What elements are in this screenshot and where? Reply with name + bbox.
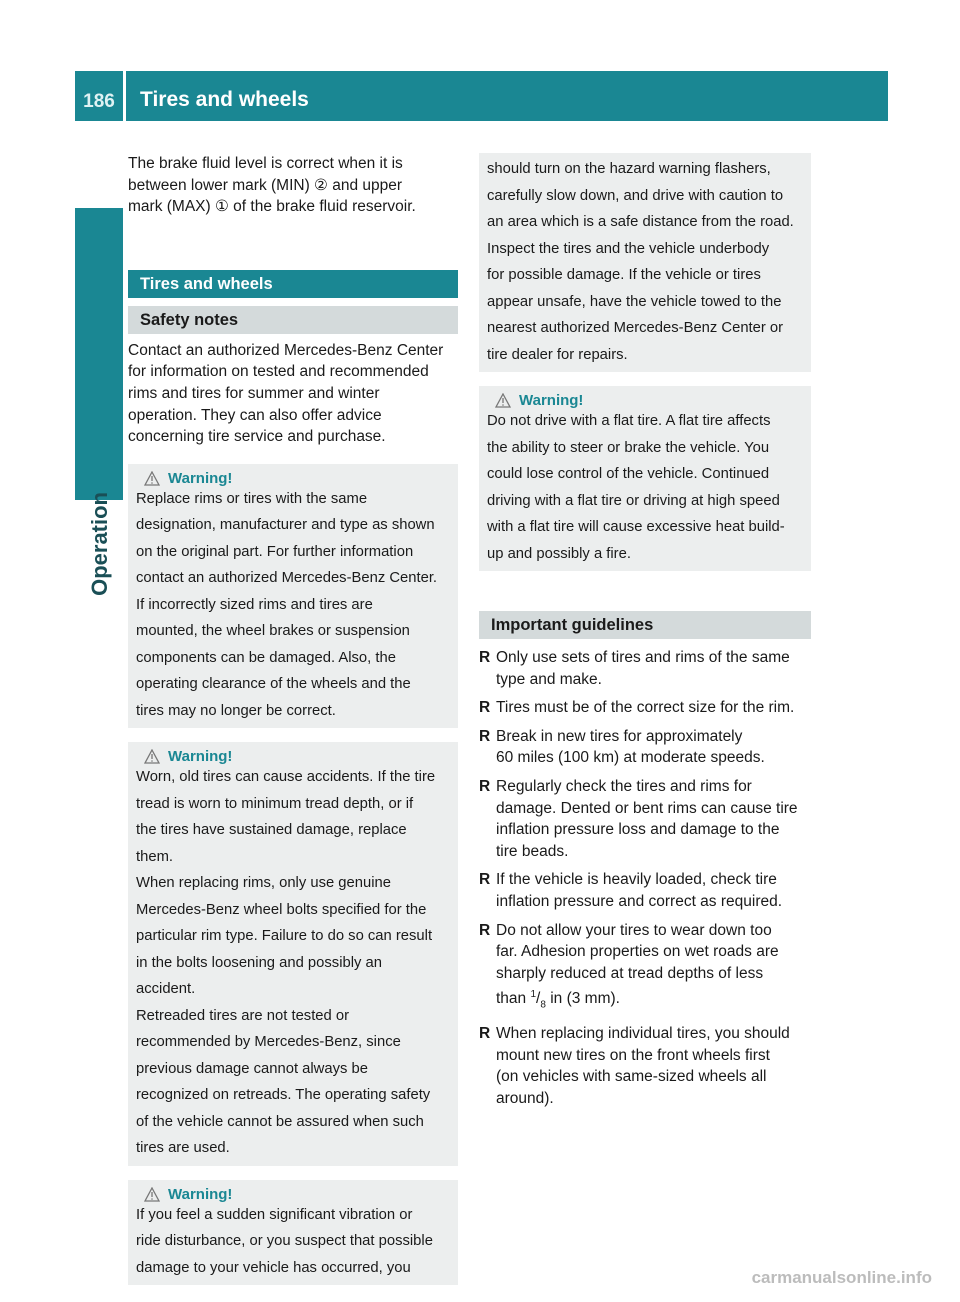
- warning-box-continued: [479, 153, 811, 372]
- text-line: with a flat tire will cause excessive heat build-: [487, 519, 785, 535]
- text-line: sharply reduced at tread depths of less: [496, 964, 764, 982]
- section-title: Tires and wheels: [128, 270, 458, 298]
- text-line: Inspect the tires and the vehicle underbody: [487, 240, 770, 257]
- left-column: [128, 153, 458, 1285]
- text-line: inflation pressure and correct as required.: [496, 892, 783, 910]
- text-line: When replacing individual tires, you should: [496, 1025, 790, 1043]
- fraction-numerator: 1: [530, 989, 537, 1001]
- text-line: If incorrectly sized rims and tires are: [136, 596, 373, 613]
- list-item: [479, 920, 811, 1017]
- warning-box: [128, 464, 458, 729]
- text-line: operation. They can also offer advice: [128, 406, 382, 424]
- warning-title: Warning!: [519, 392, 584, 409]
- bullet-icon: R: [479, 921, 491, 939]
- bullet-icon: R: [479, 649, 491, 666]
- text-fragment: in (3 mm).: [545, 990, 620, 1008]
- bullet-icon: R: [479, 1025, 491, 1043]
- subsection-title: Safety notes: [128, 306, 458, 334]
- text-line: Do not drive with a flat tire. A flat tire affects: [487, 413, 771, 429]
- list-item: [479, 869, 811, 912]
- text-line: 60 miles (100 km) at moderate speeds.: [496, 749, 765, 767]
- tread-depth-line: than $^1/_8$ in (3 mm).: [496, 989, 620, 1011]
- text-line: between lower mark (MIN) ② and upper: [128, 176, 403, 194]
- text-line: should turn on the hazard warning flashers,: [487, 161, 771, 177]
- side-tab: [75, 208, 123, 500]
- text-line: accident.: [136, 981, 196, 998]
- warning-paragraph: [487, 239, 803, 367]
- text-line: mark (MAX) ① of the brake fluid reservoir.: [128, 198, 416, 216]
- guidelines-list: [479, 647, 811, 1110]
- text-line: previous damage cannot always be: [136, 1060, 368, 1077]
- text-line: tire dealer for repairs.: [487, 346, 628, 363]
- text-line: designation, manufacturer and type as shown: [136, 517, 435, 534]
- warning-box: [128, 1180, 458, 1286]
- warning-box: [479, 386, 811, 571]
- fraction-denominator: 8: [540, 999, 546, 1011]
- text-line: Replace rims or tires with the same: [136, 490, 368, 507]
- text-line: operating clearance of the wheels and the: [136, 676, 411, 693]
- text-line: far. Adhesion properties on wet roads are: [496, 943, 779, 961]
- text-line: Retreaded tires are not tested or: [136, 1007, 350, 1024]
- bullet-icon: R: [479, 727, 491, 745]
- list-item: [479, 726, 811, 769]
- text-line: The brake fluid level is correct when it is: [128, 155, 403, 172]
- text-line: up and possibly a fire.: [487, 545, 631, 562]
- watermark: carmanualsonline.info: [751, 1268, 932, 1287]
- warning-paragraph: [136, 1006, 450, 1160]
- text-line: an area which is a safe distance from the road.: [487, 214, 794, 230]
- text-line: concerning tire service and purchase.: [128, 428, 386, 446]
- text-line: driving with a flat tire or driving at high speed: [487, 492, 780, 509]
- text-line: rims and tires for summer and winter: [128, 384, 380, 402]
- text-line: appear unsafe, have the vehicle towed to the: [487, 293, 782, 310]
- text-line: particular rim type. Failure to do so can result: [136, 928, 433, 945]
- text-line: Worn, old tires can cause accidents. If the tire: [136, 769, 436, 786]
- text-line: tire beads.: [496, 842, 569, 860]
- side-tab-label: Operation: [87, 492, 112, 596]
- list-item: [479, 697, 811, 719]
- text-line: for possible damage. If the vehicle or tires: [487, 267, 761, 283]
- text-line: recognized on retreads. The operating safety: [136, 1087, 431, 1104]
- bullet-icon: R: [479, 699, 491, 717]
- text-line: ride disturbance, or you suspect that possible: [136, 1233, 433, 1250]
- text-line: When replacing rims, only use genuine: [136, 875, 391, 892]
- text-line: type and make.: [496, 670, 602, 688]
- text-line: carefully slow down, and drive with caution to: [487, 187, 784, 204]
- warning-box: [128, 742, 458, 1166]
- bullet-icon: R: [479, 777, 491, 795]
- text-line: mounted, the wheel brakes or suspension: [136, 623, 410, 640]
- right-column: [479, 153, 811, 1117]
- warning-triangle-icon: [495, 393, 511, 408]
- text-line: tires may no longer be correct.: [136, 702, 336, 719]
- text-line: the ability to steer or brake the vehicle. You: [487, 439, 770, 456]
- text-line: Tires must be of the correct size for the rim.: [496, 699, 795, 717]
- warning-triangle-icon: [144, 749, 160, 764]
- text-line: could lose control of the vehicle. Continued: [487, 466, 770, 482]
- text-line: (on vehicles with same-sized wheels all: [496, 1068, 767, 1086]
- text-line: Do not allow your tires to wear down too: [496, 921, 772, 939]
- text-line: them.: [136, 848, 174, 865]
- text-line: Mercedes-Benz wheel bolts specified for the: [136, 901, 427, 918]
- text-fragment: than: [496, 990, 531, 1008]
- text-line: components can be damaged. Also, the: [136, 649, 396, 666]
- text-line: in the bolts loosening and possibly an: [136, 954, 382, 971]
- warning-triangle-icon: [144, 471, 160, 486]
- warning-title: Warning!: [168, 1185, 233, 1203]
- text-line: Only use sets of tires and rims of the same: [496, 649, 790, 666]
- warning-title: Warning!: [168, 748, 233, 766]
- text-line: around).: [496, 1089, 554, 1107]
- list-item: [479, 1023, 811, 1109]
- safety-notes-text: [128, 340, 458, 448]
- page-number: 186: [75, 71, 126, 121]
- warning-paragraph: [136, 873, 450, 1001]
- header-title: Tires and wheels: [140, 88, 309, 111]
- text-line: on the original part. For further information: [136, 543, 414, 560]
- text-line: nearest authorized Mercedes-Benz Center or: [487, 320, 784, 336]
- text-line: If the vehicle is heavily loaded, check tire: [496, 871, 777, 889]
- text-line: mount new tires on the front wheels first: [496, 1046, 770, 1064]
- text-line: Regularly check the tires and rims for: [496, 777, 752, 795]
- text-line: for information on tested and recommended: [128, 363, 429, 381]
- brake-fluid-text: [128, 153, 458, 218]
- warning-title: Warning!: [168, 469, 233, 487]
- text-line: Break in new tires for approximately: [496, 727, 743, 745]
- text-line: recommended by Mercedes-Benz, since: [136, 1034, 401, 1051]
- text-line: Contact an authorized Mercedes-Benz Center: [128, 341, 444, 359]
- warning-paragraph: [487, 159, 803, 234]
- text-line: damage to your vehicle has occurred, you: [136, 1259, 411, 1276]
- text-line: contact an authorized Mercedes-Benz Center.: [136, 570, 438, 587]
- warning-paragraph: [136, 767, 450, 868]
- text-line: the tires have sustained damage, replace: [136, 822, 407, 839]
- text-line: tires are used.: [136, 1140, 230, 1157]
- text-line: inflation pressure loss and damage to the: [496, 821, 780, 839]
- text-line: tread is worn to minimum tread depth, or if: [136, 795, 414, 812]
- text-line: damage. Dented or bent rims can cause tire: [496, 799, 798, 817]
- list-item: [479, 647, 811, 690]
- bullet-icon: R: [479, 871, 491, 889]
- text-line: If you feel a sudden significant vibration or: [136, 1206, 413, 1223]
- guidelines-title: Important guidelines: [479, 611, 811, 639]
- page-header: [75, 71, 888, 121]
- warning-triangle-icon: [144, 1187, 160, 1202]
- text-line: of the vehicle cannot be assured when such: [136, 1113, 424, 1130]
- list-item: [479, 776, 811, 862]
